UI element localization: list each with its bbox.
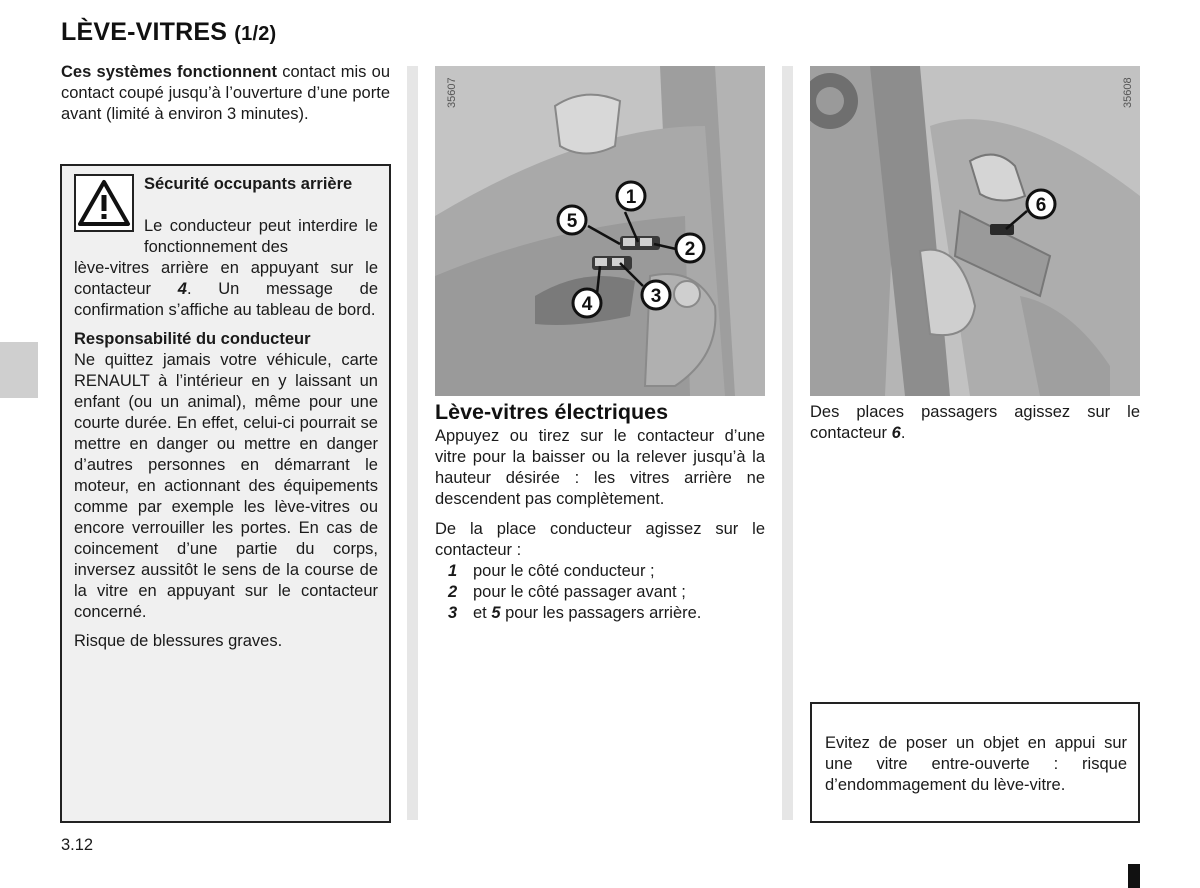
list-number: 5: [491, 604, 501, 622]
callout-6: 6: [1035, 195, 1047, 216]
responsibility-text: Ne quittez jamais votre véhicule, carte RENAULT à l’intérieur en y laissant un enfant (ou un animal), même pour une courte durée. En effet, celui-ci pourrait se mettre en danger ou mettre en danger d’autres personnes en démarrant le moteur, en actionnant des équipements comme par exemple les lève-vitres ou encore verrouiller les portes. En cas de coincement d’une partie du corps, inversez aussitôt le sens de la course de la vitre en appuyant sur le contacteur concerné.: [74, 351, 378, 621]
risk-text: Risque de blessures graves.: [74, 632, 283, 650]
passenger-door-photo: [810, 66, 1140, 396]
warning-box: [60, 164, 391, 823]
warning-triangle-icon: [74, 174, 134, 232]
note-text: Evitez de poser un objet en appui sur une vitre entre-ouverte : risque d’endommagement du lève-vitre.: [825, 734, 1127, 794]
page-title-part: (1/2): [234, 23, 277, 45]
page-marker: [1128, 864, 1140, 888]
list-text: pour le côté passager avant ;: [473, 583, 686, 601]
warning-body: [74, 258, 378, 652]
warning-heading: Sécurité occupants arrière: [144, 175, 353, 193]
electric-paragraph: Appuyez ou tirez sur le contacteur d’une vitre pour la baisser ou la relever jusqu’à la hauteur désirée : les vitres arrière ne descendent pas complètement.: [435, 427, 765, 508]
electric-body: [435, 426, 765, 624]
column-divider: [782, 66, 793, 820]
warning-text: lève-vitres arrière en appuyant sur le contacteur: [74, 259, 378, 298]
list-text: et: [473, 604, 492, 622]
intro-bold: Ces systèmes fonctionnent: [61, 63, 277, 81]
list-number: 2: [448, 583, 458, 601]
page-title-text: LÈVE-VITRES: [61, 18, 228, 46]
driver-door-photo: [435, 66, 765, 396]
passenger-text-end: .: [900, 424, 906, 442]
callout-5: 5: [566, 211, 578, 232]
warning-text: Le conducteur peut interdire le fonctionnement des: [144, 217, 378, 256]
section-heading: Lève-vitres électriques: [435, 400, 669, 424]
passenger-paragraph: [810, 402, 1140, 444]
list-number: 3: [448, 604, 458, 622]
page-number: 3.12: [61, 836, 94, 854]
note-box: [810, 702, 1140, 823]
callout-2: 2: [684, 239, 696, 260]
intro-paragraph: [61, 62, 390, 125]
switch-ref: 4: [177, 280, 187, 298]
figure-reference: 35608: [1122, 77, 1134, 108]
list-item: [435, 603, 765, 624]
figure-reference: 35607: [446, 77, 458, 108]
callout-1: 1: [625, 187, 637, 208]
list-item: [435, 582, 765, 603]
callout-4: 4: [581, 294, 593, 315]
passenger-text: Des places passagers agissez sur le contacteur: [810, 403, 1140, 442]
electric-paragraph: De la place conducteur agissez sur le contacteur :: [435, 520, 765, 559]
column-divider: [407, 66, 418, 820]
switch-ref: 6: [891, 424, 901, 442]
list-text: pour les passagers arrière.: [500, 604, 702, 622]
responsibility-heading: Responsabilité du conducteur: [74, 330, 311, 348]
list-item: [435, 561, 765, 582]
list-number: 1: [448, 562, 458, 580]
section-tab: [0, 342, 38, 398]
page-title: [61, 18, 276, 47]
intro-text: contact mis ou contact coupé jusqu’à l’ouverture d’une porte avant (limité à environ 3 minutes).: [61, 63, 390, 123]
list-text: pour le côté conducteur ;: [473, 562, 655, 580]
callout-3: 3: [650, 286, 662, 307]
warning-text: . Un message de confirmation s’affiche au tableau de bord.: [74, 280, 378, 319]
